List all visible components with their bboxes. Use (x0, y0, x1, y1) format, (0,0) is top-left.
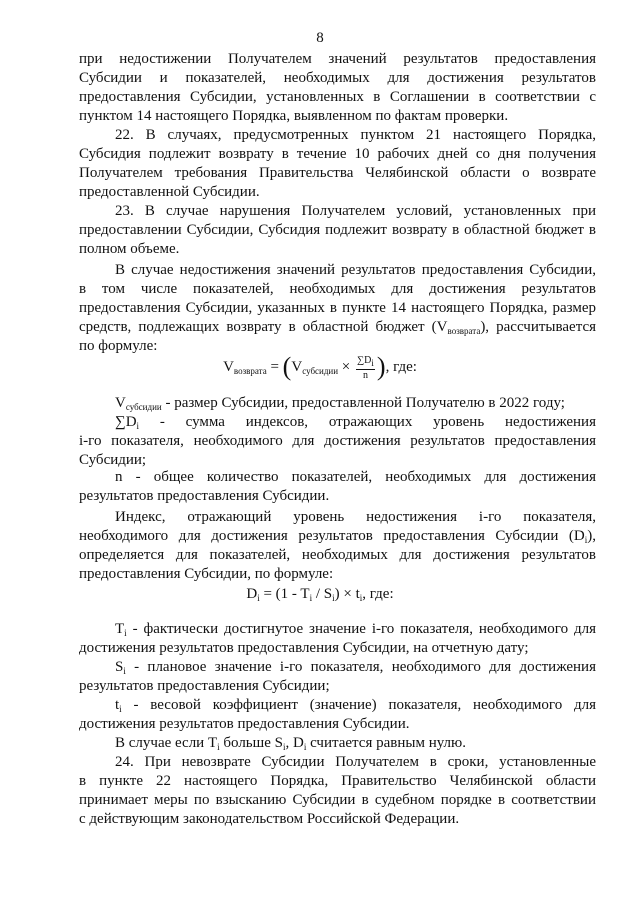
formula-return-amount: $V_{возврата} = (V_{субсидии}$ × $\frac{\sum D_i}{n}$ ), где: (223, 352, 417, 381)
text-line: достижения результатов предоставления Субсидии. (79, 716, 410, 732)
page-number: 8 (316, 30, 324, 46)
text-line: Субсидия подлежит возврату в течение 10 рабочих дней со дня получения (79, 146, 596, 162)
definition-sum-d: $\sum D_i$ - сумма индексов, отражающих уровень недостижения (115, 414, 596, 431)
text-line: достижения результатов предоставления Субсидии, на отчетную дату; (79, 640, 529, 656)
text-line: средств, подлежащих возврату в областной бюджет $(V_{возврата})$, рассчитывается (79, 319, 597, 336)
text-line: результатов предоставления Субсидии; (79, 678, 330, 694)
text-line: Индекс, отражающий уровень недостижения i-го показателя, (115, 509, 596, 525)
definition-t: $T_i$ - фактически достигнутое значение i-го показателя, необходимого для (115, 621, 596, 638)
text-line: результатов предоставления Субсидии. (79, 488, 330, 504)
text-line: в том числе показателей, необходимых для достижения результатов (79, 281, 596, 297)
definition-s: $S_i$ - плановое значение i-го показателя, необходимого для достижения (115, 659, 596, 676)
text-line: полном объеме. (79, 241, 180, 257)
text-line: с действующим законодательством Российской Федерации. (79, 811, 460, 827)
paragraph-24-start: 24. При невозврате Субсидии Получателем в сроки, установленные (115, 754, 596, 770)
paragraph-22-start: 22. В случаях, предусмотренных пунктом 21 настоящего Порядка, (115, 127, 596, 143)
definition-t-weight: $t_i$ - весовой коэффициент (значение) показателя, необходимого для (115, 697, 596, 714)
text-line: Субсидии; (79, 452, 147, 468)
text-line: необходимого для достижения результатов предоставления Субсидии $(D_i)$, (79, 528, 596, 545)
text-line: предоставления Субсидии, по формуле: (79, 566, 334, 582)
definition-v-subsidy: $V_{субсидии}$ - размер Субсидии, предоставленной Получателю в 2022 году; (115, 395, 565, 412)
text-line: при недостижении Получателем значений результатов предоставления (79, 51, 596, 67)
text-line: по формуле: (79, 338, 158, 354)
text-line: в пункте 22 настоящего Порядка, Правительство Челябинской области (79, 773, 596, 789)
text-line: пунктом 14 настоящего Порядка, выявленном по фактам проверки. (79, 108, 509, 124)
paragraph-23-start: 23. В случае нарушения Получателем условий, установленных при (115, 203, 596, 219)
formula-index-d: $D_i = (1 - T_i / S_i) \times t_i$, где: (246, 586, 394, 603)
text-line: предоставления Субсидии, указанных в пункте 14 настоящего Порядка, размер (79, 300, 596, 316)
text-line: i-го показателя, необходимого для достижения результатов предоставления (79, 433, 596, 449)
text-line: предоставления Субсидии, установленных в Соглашении в соответствии с (79, 89, 596, 105)
text-line: Субсидии и показателей, необходимых для достижения результатов (79, 70, 596, 86)
text-line: Получателем требования Правительства Челябинской области о возврате (79, 165, 596, 181)
text-line: В случае недостижения значений результатов предоставления Субсидии, (115, 262, 596, 278)
text-line: определяется для показателей, необходимых для достижения результатов (79, 547, 596, 563)
definition-n: n - общее количество показателей, необходимых для достижения (115, 469, 596, 485)
text-line: принимает меры по взысканию Субсидии в судебном порядке в соответствии (79, 792, 596, 808)
text-line: предоставленной Субсидии. (79, 184, 260, 200)
condition-line: В случае если $T_i$ больше $S_i$, $D_i$ считается равным нулю. (115, 735, 467, 752)
text-line: предоставлении Субсидии, Субсидия подлежит возврату в областной бюджет в (79, 222, 596, 238)
